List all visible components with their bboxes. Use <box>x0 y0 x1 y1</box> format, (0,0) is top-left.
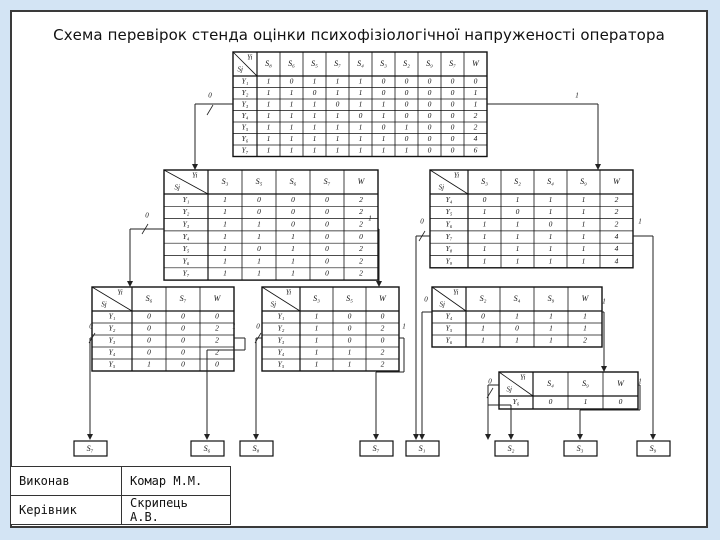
table-cell: 0 <box>325 256 329 266</box>
branch-label: 1 <box>638 377 642 386</box>
table-cell: 1 <box>266 99 271 109</box>
table-cell: 1 <box>482 256 487 266</box>
column-header: S₄ <box>357 58 364 68</box>
table-cell: 1 <box>257 219 261 229</box>
table-cell: 1 <box>358 145 363 155</box>
table-cell: 1 <box>289 122 294 132</box>
table-cell: 0 <box>257 244 261 254</box>
row-label: Y₄ <box>277 347 285 357</box>
branch-label: 1 <box>602 297 606 306</box>
table-cell: 1 <box>581 207 586 217</box>
table-cell: 0 <box>347 323 352 333</box>
signature-row-executor <box>11 467 231 496</box>
column-header: S₂ <box>403 58 410 68</box>
table-cell: 2 <box>359 256 363 266</box>
table-cell: 1 <box>381 133 386 143</box>
table-cell: 0 <box>450 133 455 143</box>
table-cell: 0 <box>335 99 340 109</box>
table-cell: 1 <box>223 194 227 204</box>
table-cell: 0 <box>347 311 352 321</box>
outcome-label: S₇ <box>372 443 380 453</box>
branch-label: 0 <box>145 211 149 220</box>
page-title: Схема перевірок стенда оцінки психофізіологічної напруженості оператора <box>53 26 665 44</box>
row-label: Y₃ <box>277 335 285 345</box>
table-cell: 1 <box>291 231 295 241</box>
table-cell: 1 <box>289 87 294 97</box>
table-cell: 0 <box>291 207 295 217</box>
table-cell: 1 <box>266 122 271 132</box>
table-cell: 1 <box>515 219 520 229</box>
branch-label: 1 <box>232 322 236 331</box>
row-label: Y₅ <box>445 323 453 333</box>
table-cell: 0 <box>312 87 317 97</box>
table-cell: 2 <box>215 335 219 345</box>
table-cell: 0 <box>381 76 386 86</box>
table-cell: 1 <box>549 323 553 333</box>
table-cell: 1 <box>404 145 409 155</box>
column-header: S₆ <box>289 176 297 186</box>
table-cell: 1 <box>223 268 227 278</box>
row-label: Y₈ <box>445 244 453 254</box>
table-cell: 1 <box>358 76 363 86</box>
table-cell: 0 <box>325 244 329 254</box>
table-cell: 4 <box>473 133 478 143</box>
table-cell: 0 <box>404 110 409 120</box>
table-cell: 1 <box>548 244 553 254</box>
table-cell: 1 <box>314 335 319 345</box>
row-label: Y₂ <box>108 323 116 333</box>
table-cell: 1 <box>223 207 227 217</box>
table-cell: 0 <box>181 347 185 357</box>
row-label: Y₁ <box>241 76 249 86</box>
table-cell: 1 <box>482 244 487 254</box>
table-cell: 1 <box>291 256 295 266</box>
column-header: S₅ <box>255 176 263 186</box>
table-cell: 2 <box>614 207 619 217</box>
column-header: S₄ <box>547 176 554 186</box>
table-cell: 0 <box>181 311 185 321</box>
table-cell: 0 <box>427 76 432 86</box>
corner-label-s: Sj <box>237 65 243 74</box>
row-label: Y₄ <box>445 194 453 204</box>
signature-name: Комар М.М. <box>122 467 231 496</box>
column-header: W <box>613 176 620 186</box>
table-cell: 2 <box>359 219 363 229</box>
row-label: Y₄ <box>182 231 190 241</box>
table-cell: 0 <box>450 76 455 86</box>
table-cell: 2 <box>380 323 385 333</box>
table-cell: 1 <box>223 231 227 241</box>
table-cell: 1 <box>581 244 586 254</box>
column-header: S₇ <box>323 176 331 186</box>
row-label: Y₃ <box>182 219 190 229</box>
table-cell: 1 <box>515 231 520 241</box>
table-cell: 0 <box>325 219 329 229</box>
table-cell: 0 <box>291 219 295 229</box>
table-cell: 1 <box>289 110 294 120</box>
column-header: W <box>213 293 221 303</box>
table-cell: 0 <box>347 335 352 345</box>
table-cell: 0 <box>427 122 432 132</box>
table-cell: 0 <box>481 311 485 321</box>
branch-label: 0 <box>420 217 424 226</box>
corner-label-y: Yi <box>453 288 459 297</box>
table-cell: 1 <box>358 87 363 97</box>
corner-label-s: Sj <box>506 385 512 394</box>
table-cell: 2 <box>359 244 363 254</box>
row-label: Y₅ <box>445 207 453 217</box>
table-cell: 1 <box>312 110 317 120</box>
corner-label-s: Sj <box>438 183 445 192</box>
table-cell: 1 <box>223 244 227 254</box>
table-cell: 0 <box>427 99 432 109</box>
column-header: W <box>581 293 589 303</box>
table-cell: 1 <box>289 99 294 109</box>
table-cell: 1 <box>581 231 586 241</box>
table-cell: 1 <box>314 311 319 321</box>
column-header: S₆ <box>288 58 295 68</box>
table-cell: 1 <box>515 194 520 204</box>
row-label: Y₁ <box>182 194 190 204</box>
row-label: Y₇ <box>182 268 190 278</box>
table-cell: 1 <box>223 256 227 266</box>
table-cell: 1 <box>291 244 295 254</box>
column-header: S₉ <box>547 293 555 303</box>
table-cell: 1 <box>515 335 519 345</box>
table-cell: 1 <box>335 145 340 155</box>
table-cell: 0 <box>257 207 261 217</box>
table-t3 <box>430 170 633 268</box>
table-cell: 0 <box>181 323 185 333</box>
table-cell: 0 <box>147 311 151 321</box>
row-label: Y₉ <box>445 256 453 266</box>
corner-label-y: Yi <box>117 288 123 297</box>
outcome-label: S₆ <box>203 443 211 453</box>
table-cell: 4 <box>614 244 619 254</box>
table-cell: 1 <box>482 231 487 241</box>
row-label: Y₄ <box>241 110 249 120</box>
row-label: Y₁ <box>108 311 116 321</box>
table-cell: 2 <box>614 194 619 204</box>
signature-role: Виконав <box>11 467 122 496</box>
row-label: Y₇ <box>241 145 249 155</box>
table-t7 <box>499 372 638 409</box>
table-cell: 0 <box>404 76 409 86</box>
table-t6 <box>432 287 602 347</box>
corner-label-y: Yi <box>285 288 292 297</box>
table-cell: 1 <box>581 194 586 204</box>
table-cell: 0 <box>548 397 553 407</box>
table-cell: 2 <box>359 207 363 217</box>
table-cell: 1 <box>358 122 363 132</box>
table-cell: 1 <box>312 133 317 143</box>
table-cell: 1 <box>583 311 587 321</box>
signature-role: Керівник <box>11 496 122 525</box>
table-cell: 1 <box>473 87 478 97</box>
column-header: W <box>379 293 386 303</box>
row-label: Y₃ <box>108 335 116 345</box>
table-cell: 6 <box>473 145 478 155</box>
table-cell: 1 <box>548 194 553 204</box>
table-cell: 4 <box>614 231 619 241</box>
row-label: Y₃ <box>241 99 249 109</box>
table-cell: 1 <box>481 335 485 345</box>
table-cell: 2 <box>473 122 478 132</box>
table-cell: 1 <box>581 219 586 229</box>
row-label: Y₆ <box>512 397 520 407</box>
table-cell: 0 <box>381 87 386 97</box>
table-cell: 0 <box>450 87 455 97</box>
table-cell: 0 <box>215 311 219 321</box>
table-cell: 1 <box>266 133 271 143</box>
table-cell: 1 <box>549 311 553 321</box>
table-cell: 0 <box>450 145 455 155</box>
outcome-label: S₇ <box>86 443 94 453</box>
table-cell: 0 <box>482 194 487 204</box>
row-label: Y₂ <box>241 87 249 97</box>
table-cell: 1 <box>581 256 586 266</box>
column-header: S₄ <box>513 293 521 303</box>
table-cell: 1 <box>257 268 261 278</box>
column-header: S₄ <box>547 378 554 388</box>
table-cell: 4 <box>614 256 619 266</box>
table-cell: 0 <box>289 76 294 86</box>
table-cell: 0 <box>427 110 432 120</box>
table-cell: 0 <box>147 335 151 345</box>
table-cell: 1 <box>481 323 485 333</box>
column-header: S₉ <box>426 58 433 68</box>
table-cell: 1 <box>404 122 409 132</box>
corner-label-s: Sj <box>101 300 107 309</box>
table-cell: 1 <box>312 122 317 132</box>
table-cell: 1 <box>314 359 319 369</box>
table-cell: 1 <box>335 133 340 143</box>
table-cell: 0 <box>181 335 185 345</box>
table-cell: 1 <box>381 145 386 155</box>
table-cell: 0 <box>427 87 432 97</box>
table-cell: 0 <box>404 99 409 109</box>
table-cell: 0 <box>450 122 455 132</box>
column-header: S₈ <box>265 58 272 68</box>
table-cell: 1 <box>473 99 478 109</box>
table-cell: 2 <box>614 219 619 229</box>
signature-table <box>10 466 231 525</box>
table-t4 <box>92 287 234 371</box>
corner-label-y: Yi <box>520 373 526 382</box>
table-cell: 0 <box>381 122 386 132</box>
table-cell: 1 <box>314 347 319 357</box>
table-cell: 2 <box>359 194 363 204</box>
column-header: W <box>472 58 479 68</box>
corner-label-s: Sj <box>174 183 180 192</box>
corner-label-s: Sj <box>439 300 445 309</box>
column-header: S₇ <box>179 293 187 303</box>
table-cell: 1 <box>266 145 271 155</box>
table-cell: 1 <box>549 335 553 345</box>
table-cell: 0 <box>325 207 329 217</box>
branch-label: 1 <box>368 214 372 223</box>
corner-label-y: Yi <box>192 171 198 180</box>
table-cell: 2 <box>215 323 219 333</box>
column-header: W <box>617 378 624 388</box>
table-cell: 1 <box>257 231 261 241</box>
row-label: Y₄ <box>108 347 116 357</box>
table-cell: 2 <box>583 335 587 345</box>
table-cell: 1 <box>312 145 317 155</box>
column-header: S₂ <box>514 176 521 186</box>
table-cell: 1 <box>482 219 487 229</box>
corner-label-y: Yi <box>247 53 253 62</box>
table-cell: 1 <box>266 87 271 97</box>
table-cell: 1 <box>583 323 587 333</box>
column-header: S₆ <box>145 293 153 303</box>
table-cell: 1 <box>266 110 271 120</box>
table-cell: 0 <box>291 194 295 204</box>
row-label: Y₂ <box>277 323 285 333</box>
table-cell: 1 <box>289 145 294 155</box>
table-cell: 0 <box>147 323 151 333</box>
table-cell: 1 <box>515 256 520 266</box>
table-cell: 0 <box>427 133 432 143</box>
table-cell: 1 <box>312 76 317 86</box>
table-cell: 1 <box>312 99 317 109</box>
column-header: S₃ <box>221 176 229 186</box>
table-cell: 0 <box>215 359 219 369</box>
table-cell: 0 <box>325 268 329 278</box>
table-cell: 1 <box>266 76 271 86</box>
table-cell: 0 <box>358 110 363 120</box>
table-cell: 1 <box>335 76 340 86</box>
column-header: S₇ <box>449 58 456 68</box>
table-cell: 1 <box>314 323 319 333</box>
table-cell: 2 <box>215 347 219 357</box>
column-header: S₅ <box>311 58 318 68</box>
row-label: Y₅ <box>277 359 285 369</box>
table-cell: 1 <box>147 359 151 369</box>
table-cell: 1 <box>548 207 553 217</box>
table-cell: 0 <box>181 359 185 369</box>
outcome-label: S₁ <box>418 443 426 453</box>
table-cell: 1 <box>291 268 295 278</box>
table-cell: 0 <box>380 311 385 321</box>
branch-label: 1 <box>575 91 579 100</box>
table-cell: 0 <box>548 219 553 229</box>
table-cell: 0 <box>404 133 409 143</box>
column-header: S₉ <box>582 378 589 388</box>
table-cell: 1 <box>335 110 340 120</box>
column-header: S₃ <box>313 293 320 303</box>
column-header: S₉ <box>580 176 587 186</box>
table-cell: 0 <box>473 76 478 86</box>
table-cell: 1 <box>381 110 386 120</box>
branch-label: 0 <box>488 377 492 386</box>
table-cell: 1 <box>347 359 352 369</box>
table-cell: 0 <box>257 194 261 204</box>
table-cell: 0 <box>147 347 151 357</box>
signature-name: Скрипець А.В. <box>122 496 231 525</box>
table-cell: 2 <box>380 347 385 357</box>
outcome-label: S₉ <box>649 443 657 453</box>
column-header: S₇ <box>334 58 341 68</box>
table-cell: 0 <box>515 207 520 217</box>
table-cell: 1 <box>223 219 227 229</box>
row-label: Y₂ <box>182 207 190 217</box>
row-label: Y₆ <box>445 219 453 229</box>
branch-label: 0 <box>424 295 428 304</box>
table-cell: 1 <box>335 87 340 97</box>
table-cell: 0 <box>325 194 329 204</box>
table-cell: 1 <box>548 256 553 266</box>
table-cell: 1 <box>335 122 340 132</box>
table-cell: 1 <box>257 256 261 266</box>
column-header: S₂ <box>479 293 487 303</box>
table-cell: 0 <box>380 335 385 345</box>
outcome-label: S₈ <box>252 443 260 453</box>
branch-label: 1 <box>402 322 406 331</box>
table-cell: 1 <box>515 311 519 321</box>
table-cell: 1 <box>347 347 352 357</box>
table-t2 <box>164 170 378 280</box>
table-cell: 0 <box>359 231 363 241</box>
table-cell: 1 <box>482 207 487 217</box>
corner-label-y: Yi <box>453 171 460 180</box>
branch-label: 0 <box>256 322 260 331</box>
row-label: Y₁ <box>277 311 285 321</box>
row-label: Y₅ <box>241 122 249 132</box>
row-label: Y₅ <box>182 244 190 254</box>
table-cell: 1 <box>515 244 520 254</box>
outcome-label: S₃ <box>576 443 584 453</box>
table-cell: 2 <box>473 110 478 120</box>
table-cell: 1 <box>289 133 294 143</box>
table-cell: 0 <box>450 110 455 120</box>
table-cell: 0 <box>618 397 623 407</box>
signature-row-supervisor <box>11 496 231 525</box>
table-cell: 2 <box>380 359 385 369</box>
table-cell: 1 <box>583 397 588 407</box>
table-cell: 0 <box>404 87 409 97</box>
table-cell: 0 <box>515 323 519 333</box>
branch-label: 1 <box>638 217 642 226</box>
table-cell: 1 <box>358 99 363 109</box>
row-label: Y₆ <box>182 256 190 266</box>
row-label: Y₇ <box>445 231 453 241</box>
column-header: S₃ <box>481 176 488 186</box>
table-frame <box>164 170 378 280</box>
row-label: Y₆ <box>445 335 453 345</box>
column-header: S₅ <box>346 293 353 303</box>
row-label: Y₅ <box>108 359 116 369</box>
branch-label: 0 <box>208 91 212 100</box>
branch-label: 0 <box>89 322 93 331</box>
table-t1 <box>233 52 487 157</box>
corner-label-s: Sj <box>270 300 277 309</box>
row-label: Y₄ <box>445 311 453 321</box>
column-header: S₃ <box>380 58 387 68</box>
table-cell: 0 <box>427 145 432 155</box>
row-label: Y₆ <box>241 133 249 143</box>
table-t5 <box>262 287 399 371</box>
column-header: W <box>357 176 365 186</box>
table-cell: 1 <box>381 99 386 109</box>
table-cell: 1 <box>358 133 363 143</box>
table-cell: 0 <box>325 231 329 241</box>
table-cell: 2 <box>359 268 363 278</box>
table-cell: 1 <box>548 231 553 241</box>
table-cell: 0 <box>450 99 455 109</box>
outcome-label: S₂ <box>507 443 515 453</box>
